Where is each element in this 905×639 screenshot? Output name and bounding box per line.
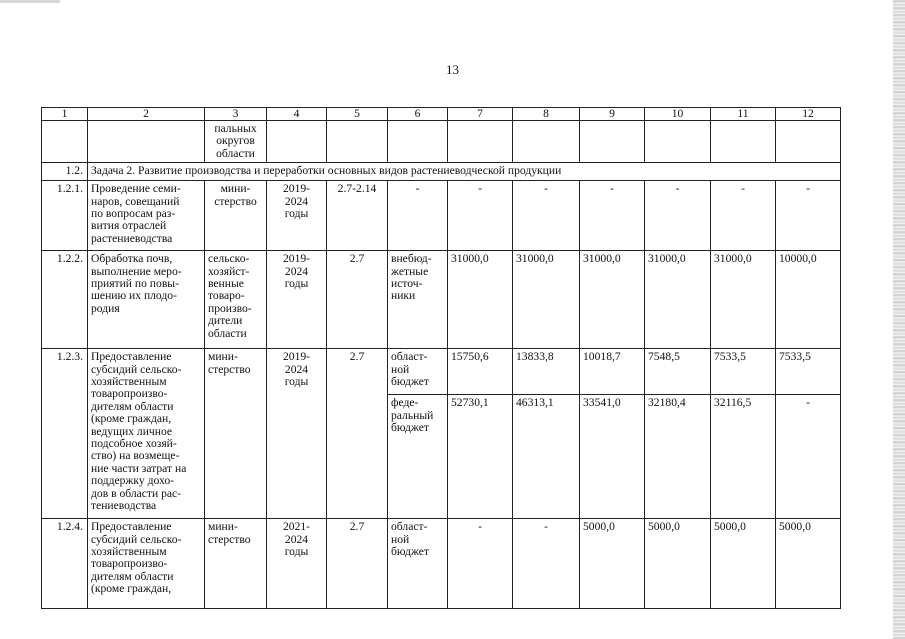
column-header: 5	[327, 108, 388, 121]
measure-name: Обработка почв, выполнение меро- приятий по повы- шению их плодо- родия	[88, 251, 205, 349]
column-header: 11	[711, 108, 776, 121]
executor-cell: сельско- хозяйст- венные товаро- произво- дители области	[205, 251, 267, 349]
row-number: 1.2.1.	[42, 181, 88, 251]
value-cell: -	[776, 181, 841, 251]
column-header: 12	[776, 108, 841, 121]
column-header: 8	[513, 108, 580, 121]
row-number: 1.2.2.	[42, 251, 88, 349]
indicator-cell: 2.7-2.14	[327, 181, 388, 251]
value-cell: 7533,5	[776, 349, 841, 395]
task-title: Задача 2. Развитие производства и переработки основных видов растениеводческой продукции	[88, 163, 841, 181]
value-cell: 31000,0	[711, 251, 776, 349]
value-cell: 10018,7	[580, 349, 645, 395]
source-cell: област- ной бюджет	[388, 349, 448, 395]
value-cell: 31000,0	[513, 251, 580, 349]
years-cell: 2021- 2024 годы	[267, 519, 327, 609]
measure-name: Предоставление субсидий сельско- хозяйственным товаропроизво- дителям области (кроме граждан,	[88, 519, 205, 609]
column-header-row	[42, 108, 841, 121]
column-header: 1	[42, 108, 88, 121]
executor-cell: мини- стерство	[205, 519, 267, 609]
value-cell: 7533,5	[711, 349, 776, 395]
value-cell: 52730,1	[448, 395, 513, 519]
indicator-cell: 2.7	[327, 519, 388, 609]
years-cell: 2019- 2024 годы	[267, 181, 327, 251]
years-cell: 2019- 2024 годы	[267, 349, 327, 519]
years-cell: 2019- 2024 годы	[267, 251, 327, 349]
column-header: 9	[580, 108, 645, 121]
row-number: 1.2.3.	[42, 349, 88, 519]
table-row	[42, 181, 841, 251]
source-cell: феде- ральный бюджет	[388, 395, 448, 519]
executor-cell: пальных округов области	[205, 121, 267, 163]
value-cell: 15750,6	[448, 349, 513, 395]
value-cell: -	[645, 181, 711, 251]
value-cell: 5000,0	[776, 519, 841, 609]
column-header: 10	[645, 108, 711, 121]
task-row	[42, 163, 841, 181]
value-cell: 33541,0	[580, 395, 645, 519]
value-cell: 31000,0	[448, 251, 513, 349]
value-cell: 10000,0	[776, 251, 841, 349]
indicator-cell: 2.7	[327, 251, 388, 349]
executor-cell: мини- стерство	[205, 181, 267, 251]
value-cell: 31000,0	[645, 251, 711, 349]
column-header: 2	[88, 108, 205, 121]
measure-name: Проведение семи- наров, совещаний по вопросам раз- вития отраслей растениеводства	[88, 181, 205, 251]
continuation-row	[42, 121, 841, 163]
task-number: 1.2.	[42, 163, 88, 181]
value-cell: -	[513, 519, 580, 609]
column-header: 3	[205, 108, 267, 121]
executor-cell: мини- стерство	[205, 349, 267, 519]
column-header: 7	[448, 108, 513, 121]
column-header: 6	[388, 108, 448, 121]
value-cell: 32116,5	[711, 395, 776, 519]
measure-name: Предоставление субсидий сельско- хозяйственным товаропроизво- дителям области (кроме граждан, ведущих личное подсобное хозяй- ство) на возмеще- ние части затрат на поддержку дохо- дов в области рас- тениеводства	[88, 349, 205, 519]
value-cell: -	[776, 395, 841, 519]
table-row	[42, 519, 841, 609]
indicator-cell: 2.7	[327, 349, 388, 519]
value-cell: -	[448, 519, 513, 609]
value-cell: -	[711, 181, 776, 251]
page-number: 13	[446, 62, 459, 77]
scan-artifact-right-edge	[893, 0, 905, 639]
row-number: 1.2.4.	[42, 519, 88, 609]
column-header: 4	[267, 108, 327, 121]
value-cell: 31000,0	[580, 251, 645, 349]
value-cell: -	[513, 181, 580, 251]
value-cell: 46313,1	[513, 395, 580, 519]
value-cell: 7548,5	[645, 349, 711, 395]
scan-artifact-top	[0, 0, 60, 3]
source-cell: внебюд- жетные источ- ники	[388, 251, 448, 349]
value-cell: 5000,0	[580, 519, 645, 609]
value-cell: 13833,8	[513, 349, 580, 395]
program-table	[41, 107, 841, 609]
value-cell: 5000,0	[645, 519, 711, 609]
value-cell: 32180,4	[645, 395, 711, 519]
value-cell: 5000,0	[711, 519, 776, 609]
table-row	[42, 251, 841, 349]
source-cell: -	[388, 181, 448, 251]
value-cell: -	[448, 181, 513, 251]
table-row	[42, 349, 841, 395]
source-cell: област- ной бюджет	[388, 519, 448, 609]
value-cell: -	[580, 181, 645, 251]
